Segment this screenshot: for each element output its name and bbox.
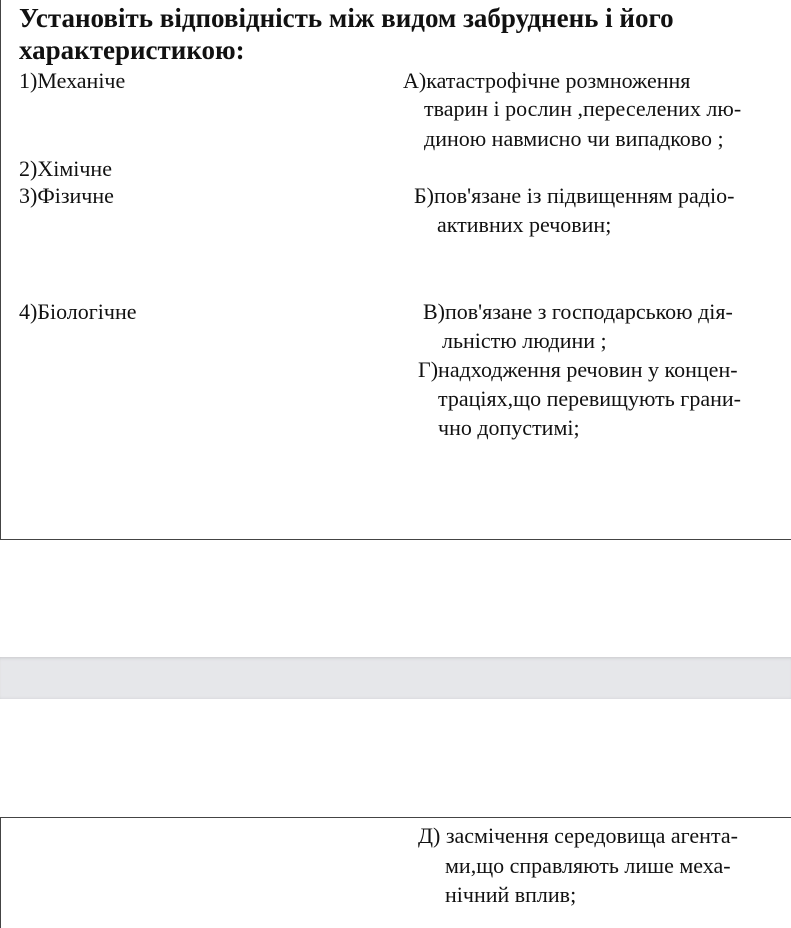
- option-v-line: льністю людини ;: [442, 328, 607, 353]
- option-g-line: Г)надходження речовин у концен-: [418, 357, 738, 382]
- item-biological: 4)Біологічне: [19, 299, 137, 324]
- option-d-line: Д) засмічення середовища агента-: [418, 823, 738, 848]
- option-g-line: чно допустимі;: [438, 415, 580, 440]
- option-b-line: активних речовин;: [437, 212, 612, 237]
- question-title: Установіть відповідність між видом забруднень і його характеристикою:: [19, 3, 674, 65]
- item-chemical: 2)Хімічне: [19, 156, 112, 181]
- option-v-line: В)пов'язане з господарською дія-: [423, 299, 733, 324]
- option-g-line: траціях,що перевищують грани-: [438, 386, 741, 411]
- option-a-line: А)катастрофічне розмноження: [403, 68, 691, 93]
- option-b-line: Б)пов'язане із підвищенням радіо-: [414, 183, 735, 208]
- option-d-line: ми,що справляють лише меха-: [445, 853, 731, 878]
- option-a-line: диною навмисно чи випадково ;: [424, 126, 724, 151]
- option-d-line: нічний вплив;: [445, 882, 577, 907]
- item-physical: 3)Фізичне: [19, 183, 114, 208]
- item-mechanical: 1)Механіче: [19, 68, 126, 93]
- option-a-line: тварин і рослин ,переселених лю-: [424, 96, 742, 121]
- document-page-2: [0, 817, 791, 928]
- page-separator: [0, 657, 791, 699]
